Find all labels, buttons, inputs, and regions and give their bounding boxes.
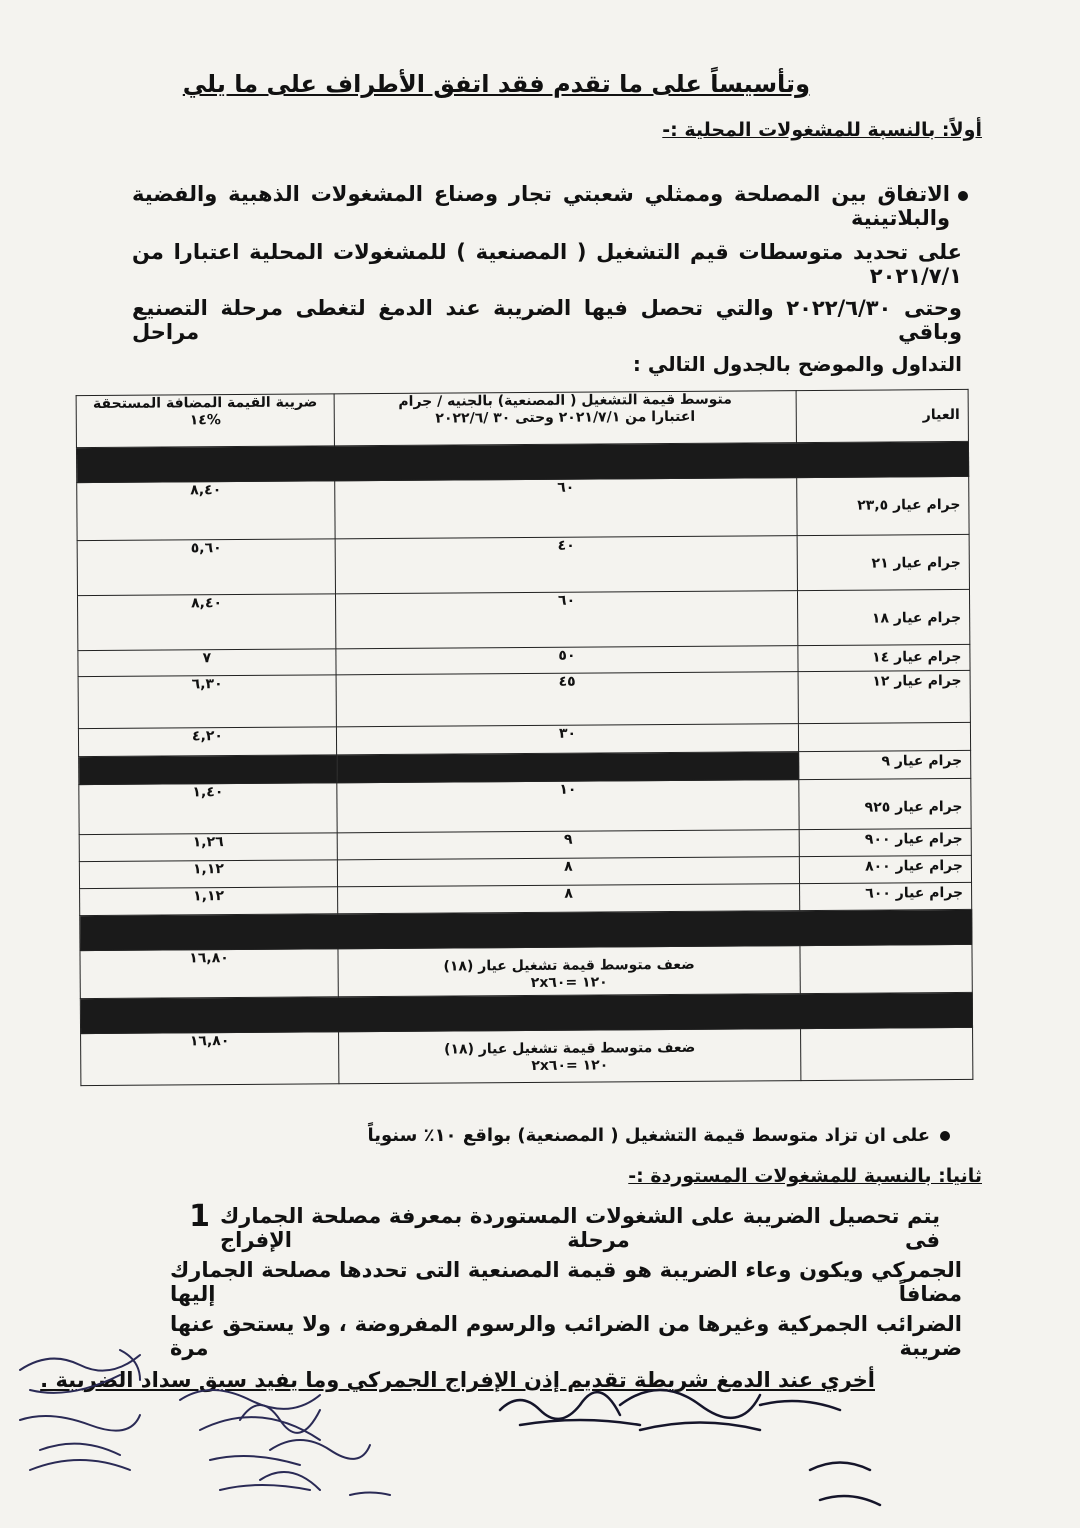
karat-cell: جرام عيار ٦٠٠ [865,884,964,902]
avg-cell: ٣٠ [336,724,798,755]
avg-cell: ٩ [337,830,799,860]
table-row [78,670,970,728]
signatures [0,1330,1080,1528]
vat-cell: ٦,٣٠ [191,676,223,693]
karat-cell: جرام عيار ٢٣,٥ [857,496,961,514]
karat-cell: جرام عيار ١٤ [872,648,962,666]
annual-increase-note: على ان تزاد متوسط قيمة التشغيل ( المصنعية) بواقع ١٠٪ سنوياً [367,1125,930,1146]
vat-cell: ١,٤٠ [192,784,224,801]
avg-cell [338,946,800,997]
header-vat-line1: ضريبة القيمة المضافة المستحقة [92,394,318,413]
table-row [77,589,969,650]
table-header-row [76,389,968,447]
vat-cell: ٥,٦٠ [190,540,222,557]
header-karat: العيار [796,389,968,442]
header-vat-line2: %١٤ [189,412,221,429]
vat-cell: ١٦,٨٠ [189,950,229,967]
avg-cell: ٥٠ [336,646,798,675]
vat-cell: ٨,٤٠ [190,482,222,499]
avg-cell: ٨ [338,884,800,914]
item-number: 1 [189,1199,210,1234]
workmanship-table [76,389,974,1086]
paragraph-line: الضرائب الجمركية وغيرها من الضرائب والرسوم المفروضة ، ولا يستحق عنها ضريبة مرة [170,1312,962,1360]
table-row [77,476,969,540]
paragraph-line: يتم تحصيل الضريبة على الشغولات المستوردة بمعرفة مصلحة الجمارك فى مرحلة الإفراج [220,1204,940,1252]
avg-line1: ضعف متوسط قيمة تشغيل عيار (١٨) [443,956,695,975]
karat-cell: جرام عيار ٩٢٥ [864,798,963,816]
section2-heading: ثانيا: بالنسبة للمشغولات المستوردة :- [628,1165,982,1187]
table-row-special [81,1027,973,1085]
header-avg-line2: اعتبارا من ٢٠٢١/٧/١ وحتى ٣٠ /٢٠٢٢/٦ [435,408,696,427]
bullet-icon [940,1131,950,1141]
vat-cell: ١,٢٦ [192,834,224,851]
avg-cell: ٦٠ [335,591,797,649]
avg-cell: ٦٠ [335,478,797,539]
avg-cell: ١٠ [337,780,799,833]
paragraph-line: الاتفاق بين المصلحة وممثلي شعبتي تجار وصناع المشغولات الذهبية والفضية والبلاتينية [132,182,950,230]
vat-cell: ٨,٤٠ [191,595,223,612]
avg-cell [339,1029,801,1084]
table-row-special [80,944,972,998]
header-avg [334,391,796,446]
avg-line1: ضعف متوسط قيمة تشغيل عيار (١٨) [443,1039,696,1058]
vat-cell: ٤,٢٠ [191,728,224,745]
section1-heading: أولاً: بالنسبة للمشغولات المحلية :- [662,119,982,141]
header-avg-line1: متوسط قيمة التشغيل ( المصنعية) بالجنيه / جرام [398,391,732,410]
avg-cell: ٨ [337,857,799,887]
karat-cell: جرام عيار ١٨ [871,609,962,627]
paragraph-line: الجمركي ويكون وعاء الضريبة هو قيمة المصنعية التى تحددها مصلحة الجمارك مضافاً إليها [170,1258,962,1306]
vat-cell: ١٦,٨٠ [189,1033,230,1050]
karat-cell: جرام عيار ٨٠٠ [865,857,963,875]
table-row [79,778,971,834]
vat-cell: ١,١٢ [192,861,224,878]
vat-cell: ٧ [202,650,212,667]
karat-cell: جرام عيار ٩ [881,752,963,770]
avg-cell: ٤٥ [336,672,798,727]
avg-cell: ٤٠ [335,536,797,594]
paragraph-line: على تحديد متوسطات قيم التشغيل ( المصنعية ) للمشغولات المحلية اعتبارا من ٢٠٢١/٧/١ [132,240,962,288]
paragraph-line: وحتى ٢٠٢٢/٦/٣٠ والتي تحصل فيها الضريبة عند الدمغ لتغطى مرحلة التصنيع وباقي مراحل [132,296,962,344]
paragraph-line: التداول والموضح بالجدول التالي : [632,352,962,376]
karat-cell: جرام عيار ١٢ [872,672,962,690]
document-title: وتأسيساً على ما تقدم فقد اتفق الأطراف على ما يلي [182,70,810,98]
header-vat [76,394,334,448]
paragraph-line: أخري عند الدمغ شريطة تقديم إذن الإفراج الجمركي وما يفيد سبق سداد الضريبة . [40,1368,875,1392]
table-row [77,534,969,595]
avg-line2: ١٢٠ =٢x٦٠ [530,974,608,991]
karat-cell: جرام عيار ٢١ [871,554,961,572]
vat-cell: ١,١٢ [193,888,225,905]
bullet-icon [958,191,968,201]
avg-line2: ١٢٠ =٢x٦٠ [531,1057,609,1074]
karat-cell: جرام عيار ٩٠٠ [864,830,963,848]
